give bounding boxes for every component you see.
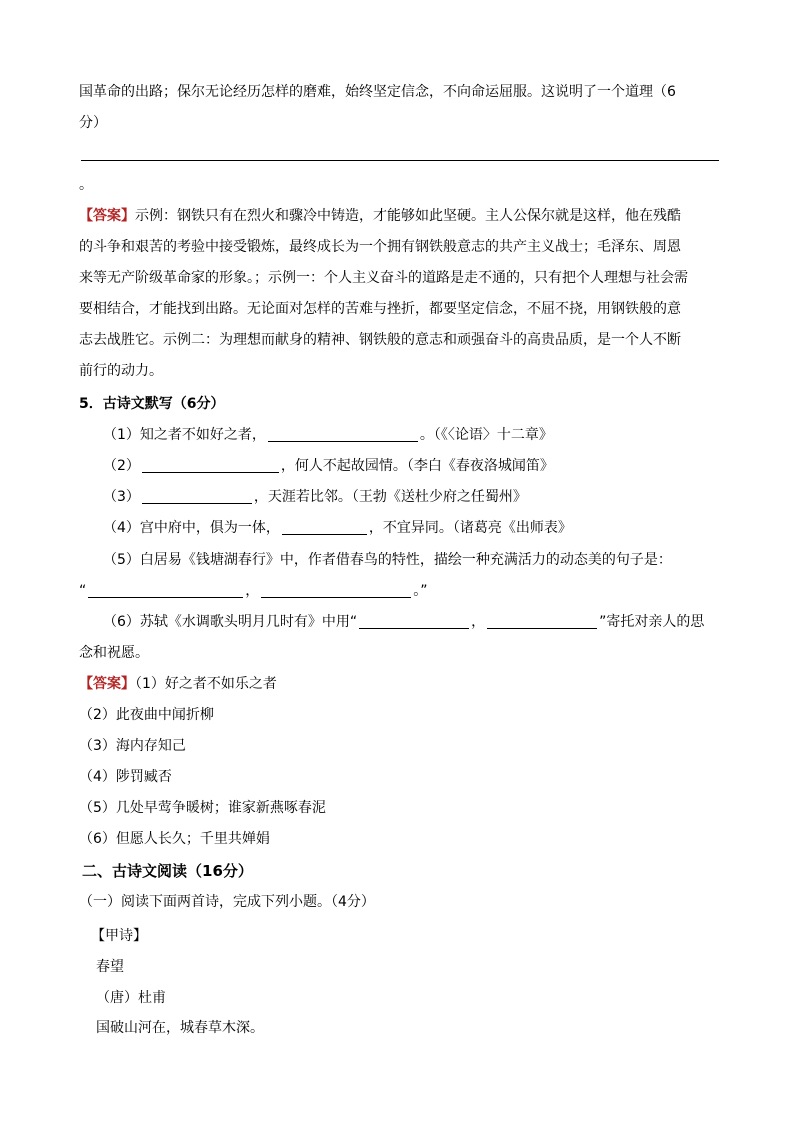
q4-end-mark: 。 <box>79 177 93 193</box>
poem-line-1: 国破山河在，城春草木深。 <box>96 1020 264 1036</box>
fill-blank[interactable] <box>88 583 243 598</box>
q5-item-4-prefix: （4）宫中府中，俱为一体， <box>103 520 280 536</box>
q4-answer-text-1: 示例：钢铁只有在烈火和骤冷中铸造，才能够如此坚硬。主人公保尔就是这样，他在残酷 <box>135 208 681 224</box>
q4-line-2: 分） <box>79 115 107 131</box>
q5-item-2 <box>103 457 554 475</box>
poem-title: 春望 <box>96 959 124 975</box>
q5-item-4 <box>103 519 572 537</box>
q5-item-3-suffix: ，天涯若比邻。（王勃《送杜少府之任蜀州》 <box>253 489 527 505</box>
q5-answer-6: （6）但愿人长久；千里共婵娟 <box>79 831 270 847</box>
q5-item-1-suffix: 。（《〈论语〉十二章》 <box>419 427 553 443</box>
q5-item-3-prefix: （3） <box>103 489 140 505</box>
close-quote: 。” <box>413 583 428 599</box>
q4-answer-line-3: 来等无产阶级革命家的形象。；示例一：个人主义奋斗的道路是走不通的，只有把个人理想与社会需 <box>79 270 688 286</box>
section-2-intro: （一）阅读下面两首诗，完成下列小题。（4分） <box>79 894 375 910</box>
comma: ， <box>471 614 486 630</box>
q5-item-5-blanks <box>79 582 428 600</box>
open-quote: “ <box>79 583 87 599</box>
q5-answer-2: （2）此夜曲中闻折柳 <box>79 707 214 723</box>
q4-answer-line-5: 志去战胜它。示例二：为理想而献身的精神、钢铁般的意志和顽强奋斗的高贵品质，是一个人不断 <box>79 332 681 348</box>
fill-blank[interactable] <box>268 427 418 442</box>
fill-blank[interactable] <box>142 458 279 473</box>
q5-heading: 5．古诗文默写（6分） <box>79 396 225 412</box>
q5-item-6-line-2: 念和祝愿。 <box>79 645 149 661</box>
answer-tag: 【答案】 <box>79 208 135 224</box>
q5-answer-1-text: （1）好之者不如乐之者 <box>135 676 277 692</box>
answer-tag: 【答案】 <box>79 676 135 692</box>
answer-line <box>81 160 719 161</box>
poem-label: 【甲诗】 <box>91 928 147 944</box>
q5-answer-5: （5）几处早莺争暖树；谁家新燕啄春泥 <box>79 800 326 816</box>
poem-author: （唐）杜甫 <box>96 990 166 1006</box>
q5-item-3 <box>103 488 527 506</box>
fill-blank[interactable] <box>261 583 411 598</box>
fill-blank[interactable] <box>487 614 597 629</box>
q5-answer-4: （4）陟罚臧否 <box>79 769 172 785</box>
q5-item-5: （5）白居易《钱塘湖春行》中，作者借春鸟的特性，描绘一种充满活力的动态美的句子是： <box>103 552 672 568</box>
q5-item-1 <box>103 426 553 444</box>
fill-blank[interactable] <box>142 489 252 504</box>
q5-item-1-prefix: （1）知之者不如好之者， <box>103 427 266 443</box>
q4-answer-line-2: 的斗争和艰苦的考验中接受锻炼，最终成长为一个拥有钢铁般意志的共产主义战士；毛泽东、周恩 <box>79 239 681 255</box>
section-2-heading: 二、古诗文阅读（16分） <box>82 862 253 880</box>
q5-item-2-prefix: （2） <box>103 458 140 474</box>
q5-item-6-prefix: （6）苏轼《水调歌头明月几时有》中用“ <box>103 614 358 630</box>
q4-answer-line-4: 要相结合，才能找到出路。无论面对怎样的苦难与挫折，都要坚定信念，不屈不挠，用钢铁般的意 <box>79 301 681 317</box>
q5-item-6-suffix: ”寄托对亲人的思 <box>599 614 705 630</box>
q5-item-4-suffix: ，不宜异同。（诸葛亮《出师表》 <box>368 520 572 536</box>
q5-item-2-suffix: ，何人不起故园情。（李白《春夜洛城闻笛》 <box>280 458 554 474</box>
comma: ， <box>245 583 260 599</box>
q5-answer-1 <box>79 675 277 693</box>
q5-item-6 <box>103 613 704 631</box>
q4-answer-line-6: 前行的动力。 <box>79 363 163 379</box>
fill-blank[interactable] <box>282 520 367 535</box>
q4-answer-line-1 <box>79 207 681 225</box>
q5-answer-3: （3）海内存知己 <box>79 738 186 754</box>
fill-blank[interactable] <box>359 614 469 629</box>
q4-line-1: 国革命的出路；保尔无论经历怎样的磨难，始终坚定信念，不向命运屈服。这说明了一个道理（6 <box>79 84 676 100</box>
